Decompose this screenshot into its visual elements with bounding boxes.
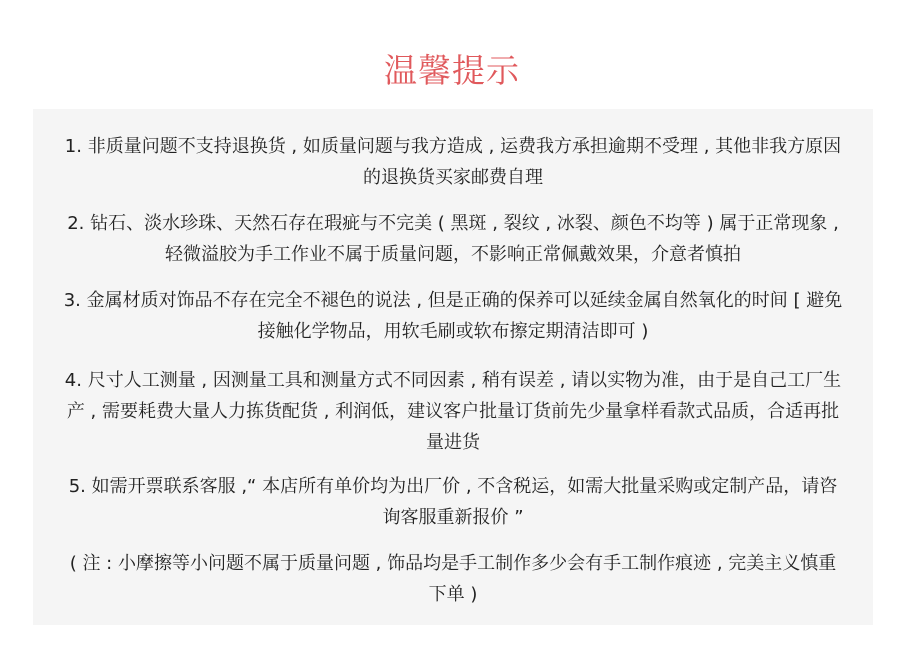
notice-remark: ( 注 : 小摩擦等小问题不属于质量问题 , 饰品均是手工制作多少会有手工制作痕迹 , 完美主义慎重下单 ) [69, 553, 837, 605]
notice-panel [33, 109, 873, 625]
notice-metal-care: 3. 金属材质对饰品不存在完全不褪色的说法 , 但是正确的保养可以延续金属自然氧化的时间 [ 避免接触化学物品，用软毛刷或软布擦定期清洁即可 ) [63, 290, 843, 342]
notice-invoice: 5. 如需开票联系客服 ,“ 本店所有单价均为出厂价 , 不含税运，如需大批量采购或定制产品，请咨询客服重新报价 ” [68, 476, 838, 528]
notice-size-measurement: 4. 尺寸人工测量 , 因测量工具和测量方式不同因素 , 稍有误差 , 请以实物为准，由于是自己工厂生产 , 需要耗费大量人力拣货配货 , 利润低，建议客户批量订货前先少量拿样看款式品质，合适再批量进货 [64, 370, 842, 453]
notice-natural-flaws: 2. 钻石、淡水珍珠、天然石存在瑕疵与不完美 ( 黑斑 , 裂纹 , 冰裂、颜色不均等 ) 属于正常现象 , 轻微溢胶为手工作业不属于质量问题，不影响正常佩戴效果，介意者慎拍 [67, 213, 839, 265]
notice-return-policy: 1. 非质量问题不支持退换货 , 如质量问题与我方造成 , 运费我方承担逾期不受理 , 其他非我方原因的退换货买家邮费自理 [64, 136, 842, 188]
page-title: 温馨提示 [384, 51, 520, 90]
